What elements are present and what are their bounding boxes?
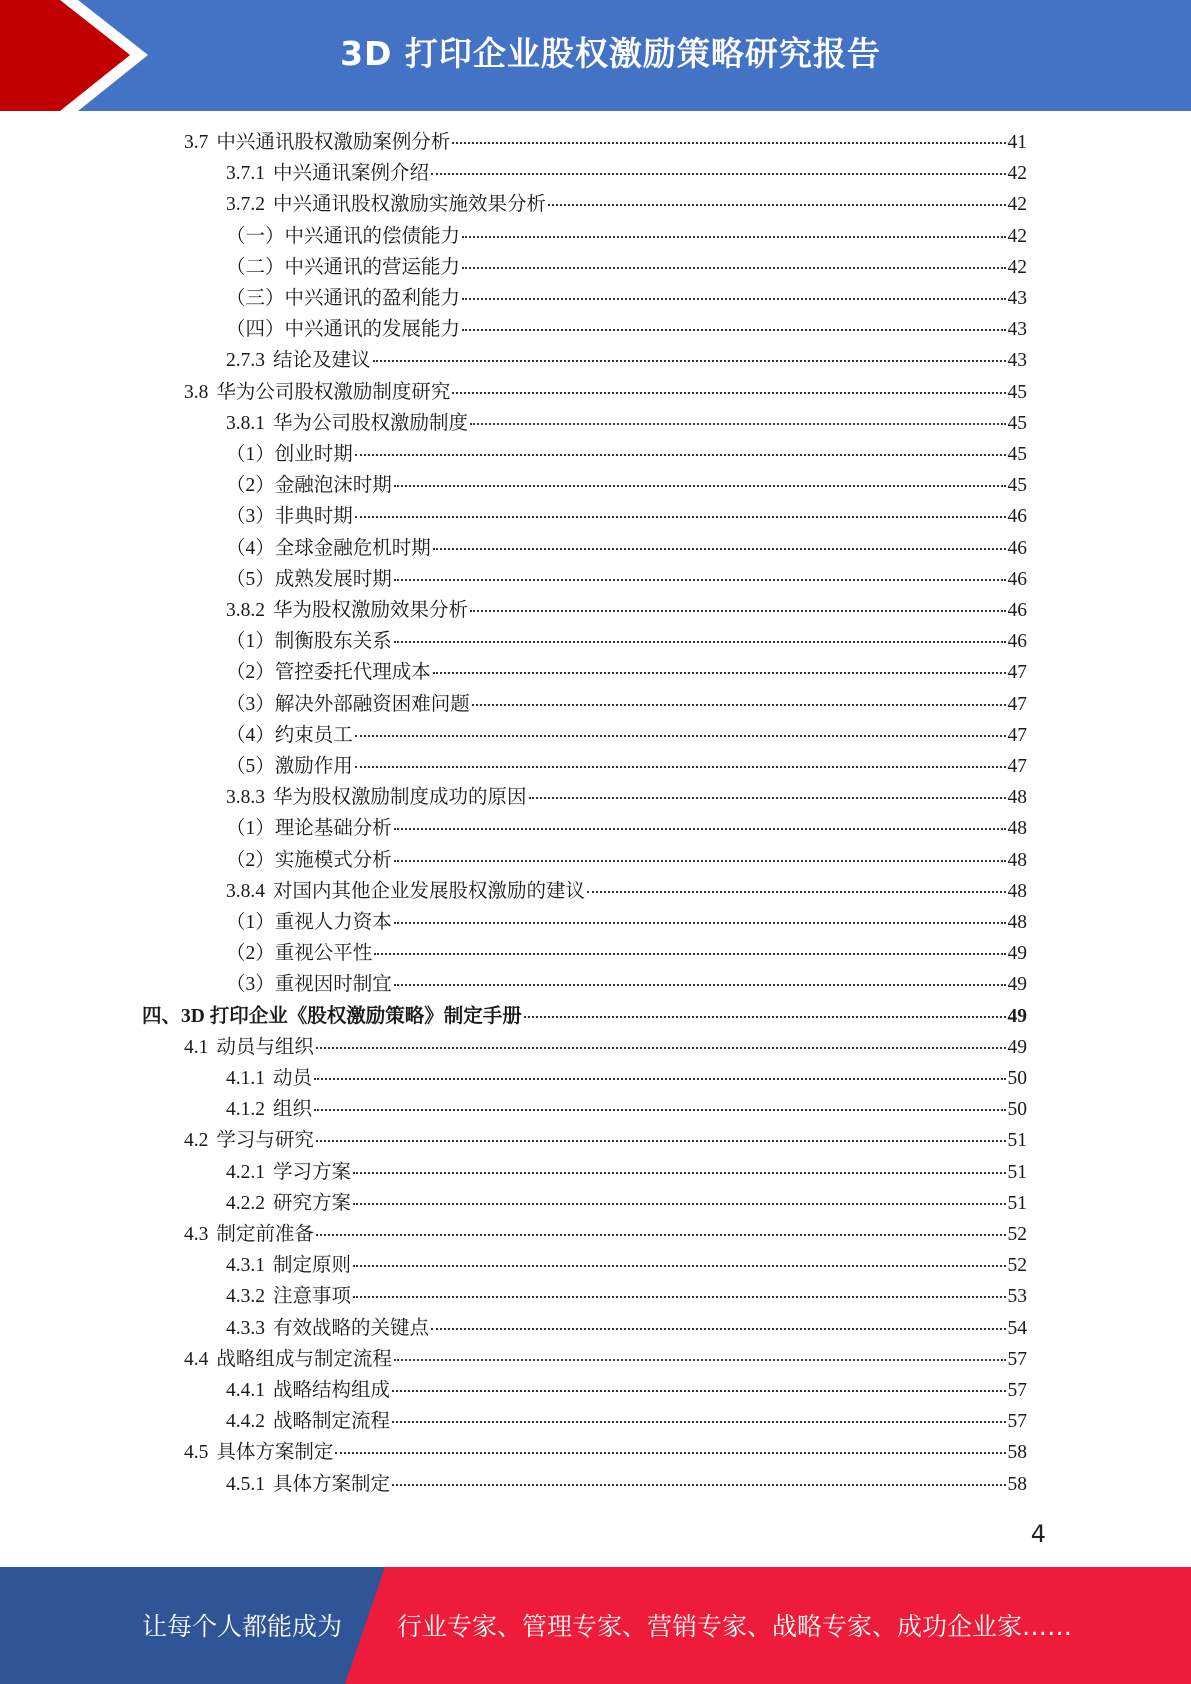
toc-entry[interactable] <box>184 128 1027 158</box>
toc-entry-page: 48 <box>1007 849 1027 871</box>
toc-entry-number: 4.1 <box>184 1036 209 1058</box>
toc-entry-title: 有效战略的关键点 <box>273 1317 430 1339</box>
toc-entry[interactable] <box>226 471 1027 501</box>
toc-entry-number: 4.5.1 <box>226 1473 265 1495</box>
toc-dot-leader <box>392 1483 1005 1486</box>
toc-entry-page: 50 <box>1007 1099 1027 1121</box>
toc-entry-number: 4.3.3 <box>226 1317 265 1339</box>
toc-entry[interactable] <box>184 378 1027 408</box>
toc-entry-page: 54 <box>1007 1317 1027 1339</box>
toc-entry-page: 46 <box>1007 600 1027 621</box>
toc-entry-title: 重视因时制宜 <box>274 974 392 996</box>
toc-entry-title: 金融泡沫时期 <box>274 475 392 497</box>
toc-entry[interactable] <box>184 1126 1027 1156</box>
toc-dot-leader <box>470 609 1005 612</box>
toc-entry-page: 47 <box>1007 662 1027 684</box>
toc-entry-number: 4.1.1 <box>226 1068 265 1089</box>
toc-dot-leader <box>394 983 1006 986</box>
toc-dot-leader <box>394 1358 1006 1361</box>
toc-entry-number: （4） <box>226 724 275 746</box>
toc-entry-number: 四、 <box>142 1005 182 1027</box>
toc-entry-number: 4.2.1 <box>226 1161 265 1183</box>
toc-dot-leader <box>373 359 1006 362</box>
document-title: 3D 打印企业股权激励策略研究报告 <box>340 34 881 73</box>
toc-dot-leader <box>462 328 1005 331</box>
toc-entry[interactable] <box>226 253 1027 283</box>
toc-entry-number: 3.8.4 <box>226 880 265 902</box>
toc-entry-title: 中兴通讯的发展能力 <box>284 319 461 341</box>
toc-entry-page: 49 <box>1007 974 1027 996</box>
toc-entry-title: 成熟发展时期 <box>274 568 392 590</box>
toc-entry-number: 3.8.2 <box>226 600 265 621</box>
toc-entry[interactable] <box>226 721 1027 751</box>
toc-entry-number: （三） <box>226 288 285 309</box>
toc-dot-leader <box>353 1171 1005 1174</box>
toc-entry-number: 4.4.1 <box>226 1380 265 1401</box>
toc-entry-page: 42 <box>1007 194 1027 216</box>
toc-entry-page: 47 <box>1007 756 1027 777</box>
toc-dot-leader <box>353 1295 1005 1298</box>
toc-entry[interactable] <box>226 658 1027 688</box>
toc-entry[interactable] <box>184 1438 1027 1468</box>
toc-entry-page: 49 <box>1007 1036 1027 1058</box>
toc-entry-number: （一） <box>226 225 285 247</box>
toc-entry-page: 51 <box>1007 1161 1027 1183</box>
toc-entry-page: 45 <box>1007 412 1027 434</box>
toc-entry[interactable] <box>142 1002 1027 1032</box>
toc-entry[interactable] <box>226 284 1027 314</box>
toc-entry-number: （3） <box>226 693 275 715</box>
toc-dot-leader <box>462 297 1005 300</box>
toc-entry-number: 3.7.1 <box>226 163 265 185</box>
toc-dot-leader <box>394 859 1006 862</box>
toc-entry-title: 中兴通讯的盈利能力 <box>284 288 461 309</box>
toc-entry-title: 中兴通讯股权激励案例分析 <box>216 132 451 153</box>
toc-entry-page: 58 <box>1007 1442 1027 1464</box>
toc-entry-number: （二） <box>226 256 285 278</box>
toc-entry-number: （2） <box>226 943 275 965</box>
toc-dot-leader <box>316 1139 1006 1142</box>
toc-entry-title: 战略制定流程 <box>273 1411 391 1433</box>
toc-entry[interactable] <box>226 1314 1027 1344</box>
toc-dot-leader <box>314 1108 1005 1111</box>
toc-entry-title: 华为公司股权激励制度 <box>273 412 469 434</box>
toc-entry-number: 3.8.1 <box>226 412 265 434</box>
toc-entry-title: 对国内其他企业发展股权激励的建议 <box>273 880 586 902</box>
toc-entry-number: 4.3.2 <box>226 1286 265 1308</box>
toc-entry-page: 42 <box>1007 256 1027 278</box>
toc-entry-number: （3） <box>226 974 275 996</box>
toc-entry-number: 4.2.2 <box>226 1192 265 1214</box>
toc-dot-leader <box>335 1451 1005 1454</box>
toc-entry-page: 57 <box>1007 1411 1027 1433</box>
toc-entry[interactable] <box>226 534 1027 564</box>
toc-dot-leader <box>374 952 1005 955</box>
toc-entry-number: 4.2 <box>184 1130 209 1152</box>
toc-dot-leader <box>470 422 1005 425</box>
toc-entry-title: 约束员工 <box>274 724 353 746</box>
toc-entry-title: 动员 <box>273 1068 313 1089</box>
toc-entry-page: 46 <box>1007 631 1027 653</box>
toc-entry-title: 管控委托代理成本 <box>274 662 431 684</box>
toc-entry[interactable] <box>226 1095 1027 1125</box>
toc-entry-page: 46 <box>1007 568 1027 590</box>
toc-entry-number: （2） <box>226 849 275 871</box>
toc-entry-page: 45 <box>1007 475 1027 497</box>
toc-entry-page: 58 <box>1007 1473 1027 1495</box>
toc-entry[interactable] <box>226 1251 1027 1281</box>
toc-dot-leader <box>462 235 1005 238</box>
toc-entry-page: 43 <box>1007 288 1027 309</box>
toc-entry[interactable] <box>226 783 1027 813</box>
toc-dot-leader <box>548 203 1005 206</box>
toc-entry-title: 实施模式分析 <box>274 849 392 871</box>
toc-entry-page: 41 <box>1007 132 1027 153</box>
toc-entry[interactable] <box>226 346 1027 376</box>
toc-dot-leader <box>587 890 1005 893</box>
toc-entry[interactable] <box>226 596 1027 626</box>
toc-entry-page: 42 <box>1007 163 1027 185</box>
toc-entry[interactable] <box>226 1470 1027 1500</box>
toc-dot-leader <box>394 578 1006 581</box>
toc-entry-title: 具体方案制定 <box>216 1442 334 1464</box>
toc-entry[interactable] <box>226 752 1027 782</box>
toc-dot-leader <box>314 1077 1005 1080</box>
page-footer <box>0 1567 1191 1684</box>
toc-dot-leader <box>433 547 1006 550</box>
toc-entry-number: 4.3 <box>184 1224 209 1245</box>
toc-entry-title: 激励作用 <box>274 756 353 777</box>
toc-dot-leader <box>353 1264 1005 1267</box>
toc-entry-page: 52 <box>1007 1255 1027 1277</box>
toc-entry-title: 结论及建议 <box>273 350 371 372</box>
toc-dot-leader <box>524 1015 1006 1018</box>
toc-entry-page: 46 <box>1007 506 1027 528</box>
toc-entry[interactable] <box>226 1282 1027 1312</box>
toc-entry-page: 46 <box>1007 537 1027 559</box>
toc-entry-number: 4.1.2 <box>226 1099 265 1121</box>
toc-entry-title: 战略结构组成 <box>273 1380 391 1401</box>
toc-entry-page: 52 <box>1007 1224 1027 1245</box>
toc-entry-number: （四） <box>226 319 285 341</box>
toc-dot-leader <box>452 391 1005 394</box>
toc-entry-page: 57 <box>1007 1348 1027 1370</box>
toc-entry-title: 学习与研究 <box>216 1130 314 1152</box>
toc-entry[interactable] <box>226 690 1027 720</box>
toc-entry[interactable] <box>226 565 1027 595</box>
toc-entry-title: 战略组成与制定流程 <box>216 1348 392 1370</box>
toc-entry-title: 制定前准备 <box>216 1224 314 1245</box>
toc-entry-title: 制定原则 <box>273 1255 352 1277</box>
toc-entry-number: 4.3.1 <box>226 1255 265 1277</box>
toc-entry[interactable] <box>226 1407 1027 1437</box>
page-header <box>0 0 1191 111</box>
toc-entry-page: 49 <box>1007 1005 1027 1027</box>
toc-entry-title: 中兴通讯案例介绍 <box>273 163 430 185</box>
toc-entry-number: （3） <box>226 506 275 528</box>
toc-entry[interactable] <box>226 315 1027 345</box>
toc-entry-page: 48 <box>1007 880 1027 902</box>
toc-entry-page: 49 <box>1007 943 1027 965</box>
toc-entry-page: 57 <box>1007 1380 1027 1401</box>
toc-entry-title: 注意事项 <box>273 1286 352 1308</box>
toc-entry-page: 50 <box>1007 1068 1027 1089</box>
toc-entry-number: 4.4.2 <box>226 1411 265 1433</box>
toc-dot-leader <box>431 1327 1005 1330</box>
toc-entry[interactable] <box>226 814 1027 844</box>
toc-dot-leader <box>394 827 1006 830</box>
toc-entry[interactable] <box>226 1189 1027 1219</box>
toc-entry-page: 53 <box>1007 1286 1027 1308</box>
toc-dot-leader <box>394 640 1006 643</box>
toc-dot-leader <box>431 172 1005 175</box>
toc-entry-number: 4.5 <box>184 1442 209 1464</box>
toc-entry-number: （2） <box>226 475 275 497</box>
toc-entry-number: （1） <box>226 818 275 840</box>
toc-entry[interactable] <box>226 846 1027 876</box>
toc-entry-page: 47 <box>1007 724 1027 746</box>
toc-entry-title: 组织 <box>273 1099 313 1121</box>
toc-entry-page: 51 <box>1007 1192 1027 1214</box>
toc-entry[interactable] <box>226 1376 1027 1406</box>
toc-entry-page: 43 <box>1007 350 1027 372</box>
toc-entry-page: 45 <box>1007 444 1027 465</box>
toc-entry-title: 中兴通讯股权激励实施效果分析 <box>273 194 547 216</box>
toc-entry-title: 创业时期 <box>274 444 353 465</box>
toc-entry-page: 42 <box>1007 225 1027 247</box>
toc-entry-page: 48 <box>1007 787 1027 809</box>
toc-entry-title: 学习方案 <box>273 1161 352 1183</box>
toc-entry-title: 中兴通讯的偿债能力 <box>284 225 461 247</box>
toc-dot-leader <box>353 1202 1005 1205</box>
toc-entry-page: 47 <box>1007 693 1027 715</box>
toc-entry-number: 2.7.3 <box>226 350 265 372</box>
toc-entry-title: 全球金融危机时期 <box>274 537 431 559</box>
toc-entry-page: 43 <box>1007 319 1027 341</box>
toc-dot-leader <box>392 1389 1005 1392</box>
toc-entry[interactable] <box>226 877 1027 907</box>
toc-entry-title: 华为股权激励效果分析 <box>273 600 469 621</box>
toc-entry[interactable] <box>226 908 1027 938</box>
toc-entry[interactable] <box>226 440 1027 470</box>
toc-dot-leader <box>316 1046 1006 1049</box>
toc-dot-leader <box>529 796 1006 799</box>
toc-entry-number: 3.8 <box>184 381 209 403</box>
toc-entry-number: （1） <box>226 912 275 933</box>
toc-entry-number: （5） <box>226 756 275 777</box>
toc-entry[interactable] <box>184 1033 1027 1063</box>
toc-entry[interactable] <box>226 1064 1027 1094</box>
footer-slogan-right: 行业专家、管理专家、营销专家、战略专家、成功企业家…… <box>397 1612 1073 1641</box>
toc-entry-title: 研究方案 <box>273 1192 352 1214</box>
toc-entry-number: 4.4 <box>184 1348 209 1370</box>
toc-entry[interactable] <box>226 222 1027 252</box>
toc-entry-title: 动员与组织 <box>216 1036 314 1058</box>
toc-dot-leader <box>452 141 1005 144</box>
toc-entry[interactable] <box>226 409 1027 439</box>
toc-entry-number: 3.7.2 <box>226 194 265 216</box>
toc-entry-title: 重视人力资本 <box>274 912 392 933</box>
toc-entry-title: 华为股权激励制度成功的原因 <box>273 787 527 809</box>
footer-slogan-left: 让每个人都能成为 <box>142 1612 343 1641</box>
toc-entry-title: 理论基础分析 <box>274 818 392 840</box>
toc-entry[interactable] <box>226 939 1027 969</box>
toc-entry-page: 45 <box>1007 381 1027 403</box>
toc-entry-title: 3D 打印企业《股权激励策略》制定手册 <box>181 1005 522 1027</box>
toc-dot-leader <box>392 1420 1005 1423</box>
toc-dot-leader <box>472 703 1006 706</box>
toc-entry[interactable] <box>226 159 1027 189</box>
toc-entry-number: （1） <box>226 631 275 653</box>
toc-entry-number: （5） <box>226 568 275 590</box>
toc-entry-number: （1） <box>226 444 275 465</box>
toc-entry-title: 制衡股东关系 <box>274 631 392 653</box>
toc-entry[interactable] <box>226 1158 1027 1188</box>
toc-dot-leader <box>355 734 1006 737</box>
toc-entry-page: 48 <box>1007 818 1027 840</box>
toc-entry[interactable] <box>226 627 1027 657</box>
toc-entry-page: 48 <box>1007 912 1027 933</box>
toc-dot-leader <box>355 453 1006 456</box>
toc-entry-title: 中兴通讯的营运能力 <box>284 256 461 278</box>
toc-entry-number: 3.8.3 <box>226 787 265 809</box>
toc-entry[interactable] <box>226 970 1027 1000</box>
toc-entry-number: （2） <box>226 662 275 684</box>
toc-entry-page: 51 <box>1007 1130 1027 1152</box>
toc-dot-leader <box>316 1233 1006 1236</box>
toc-entry-title: 非典时期 <box>274 506 353 528</box>
toc-entry[interactable] <box>184 1345 1027 1375</box>
toc-dot-leader <box>355 515 1006 518</box>
page-number: 4 <box>1030 1520 1046 1548</box>
toc-dot-leader <box>355 765 1006 768</box>
toc-dot-leader <box>433 671 1006 674</box>
toc-entry-number: （4） <box>226 537 275 559</box>
toc-entry[interactable] <box>184 1220 1027 1250</box>
toc-dot-leader <box>462 266 1005 269</box>
toc-entry-number: 3.7 <box>184 132 209 153</box>
toc-entry-title: 重视公平性 <box>274 943 373 965</box>
toc-entry-title: 解决外部融资困难问题 <box>274 693 470 715</box>
toc-dot-leader <box>394 921 1006 924</box>
toc-entry[interactable] <box>226 190 1027 220</box>
toc-dot-leader <box>394 484 1006 487</box>
toc-entry[interactable] <box>226 502 1027 532</box>
toc-entry-title: 华为公司股权激励制度研究 <box>216 381 451 403</box>
toc-entry-title: 具体方案制定 <box>273 1473 391 1495</box>
